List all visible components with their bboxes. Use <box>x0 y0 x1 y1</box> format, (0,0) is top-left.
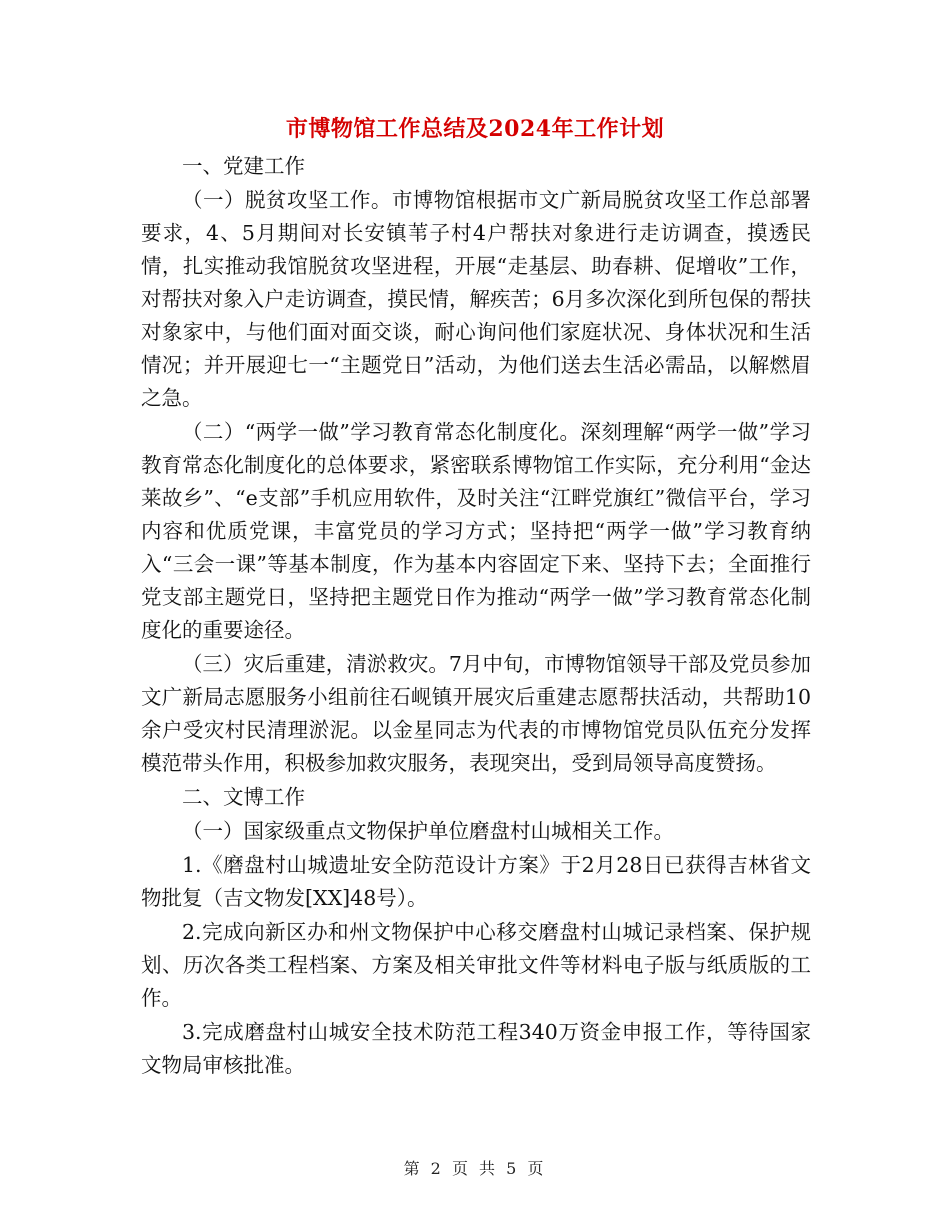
list-item-2: 2.完成向新区办和州文物保护中心移交磨盘村山城记录档案、保护规划、历次各类工程档案、方案及相关审批文件等材料电子版与纸质版的工作。 <box>141 920 811 1010</box>
subsection-heading-mopancun: （一）国家级重点文物保护单位磨盘村山城相关工作。 <box>182 819 674 843</box>
page-footer: 第 2 页 共 5 页 <box>403 1159 547 1178</box>
document-body <box>141 150 811 1083</box>
list-item-1: 1.《磨盘村山城遗址安全防范设计方案》于2月28日已获得吉林省文物批复（吉文物发[XX]48号）。 <box>141 853 811 910</box>
paragraph-poverty-alleviation: （一）脱贫攻坚工作。市博物馆根据市文广新局脱贫攻坚工作总部署要求，4、5月期间对长安镇苇子村4户帮扶对象进行走访调查，摸透民情，扎实推动我馆脱贫攻坚进程，开展“走基层、助春耕、促增收”工作，对帮扶对象入户走访调查，摸民情，解疾苦；6月多次深化到所包保的帮扶对象家中，与他们面对面交谈，耐心询问他们家庭状况、身体状况和生活情况；并开展迎七一“主题党日”活动，为他们送去生活必需品，以解燃眉之急。 <box>141 188 811 410</box>
paragraph-two-studies-one-action: （二）“两学一做”学习教育常态化制度化。深刻理解“两学一做”学习教育常态化制度化的总体要求，紧密联系博物馆工作实际，充分利用“金达莱故乡”、“e支部”手机应用软件，及时关注“江畔党旗红”微信平台，学习内容和优质党课，丰富党员的学习方式；坚持把“两学一做”学习教育纳入“三会一课”等基本制度，作为基本内容固定下来、坚持下去；全面推行党支部主题党日，坚持把主题党日作为推动“两学一做”学习教育常态化制度化的重要途径。 <box>141 420 811 642</box>
document-title: 市博物馆工作总结及2024年工作计划 <box>285 116 665 142</box>
section-heading-party-building: 一、党建工作 <box>182 154 305 178</box>
section-heading-cultural-relics: 二、文博工作 <box>182 785 305 809</box>
list-item-3: 3.完成磨盘村山城安全技术防范工程340万资金申报工作，等待国家文物局审核批准。 <box>141 1020 811 1077</box>
paragraph-disaster-relief: （三）灾后重建，清淤救灾。7月中旬，市博物馆领导干部及党员参加文广新局志愿服务小组前往石岘镇开展灾后重建志愿帮扶活动，共帮助10余户受灾村民清理淤泥。以金星同志为代表的市博物馆党员队伍充分发挥模范带头作用，积极参加救灾服务，表现突出，受到局领导高度赞扬。 <box>141 652 811 775</box>
